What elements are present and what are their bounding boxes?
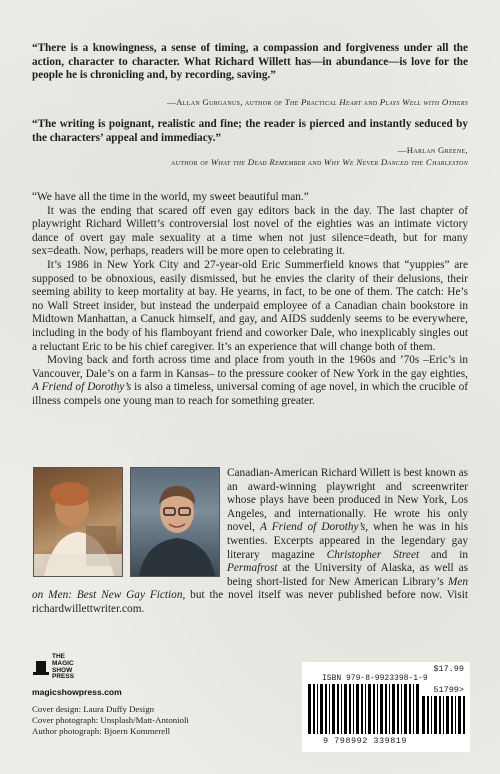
ean-barcode-icon [308,684,420,734]
publisher-logo: THE MAGIC SHOW PRESS [33,654,103,681]
barcode-bar [422,696,425,734]
description-paragraph-1: It was the ending that scared off even gay editors back in the day. The last chapter of playwright Richard Willett’s controversial lost novel of the eighties was an intimate victory dance of overt gay male sexuality at a time when not just silence=death, but for many sex=death. Now, perhaps, readers will be more open to celebrating it. [32,204,468,258]
barcode-bar [404,684,407,734]
blurb-attribution-1: —Allan Gurganus, author of The Practical Heart and Plays Well with Others [167,97,468,107]
barcode-bar [332,684,335,734]
addon-barcode-icon [422,696,466,734]
barcode-bar [389,684,390,734]
credit-cover-design: Cover design: Laura Duffy Design [32,704,154,714]
barcode-bar [409,684,411,734]
price-label: $17.99 [433,664,464,674]
barcode-number: 9 798992 339819 [322,736,407,746]
barcode-bar [401,684,402,734]
barcode-bar [439,696,441,734]
barcode-bar [313,684,315,734]
barcode-bar [349,684,351,734]
barcode-bar [443,696,444,734]
barcode-bar [416,684,419,734]
barcode-bar [451,696,453,734]
blurb-quote-2 [32,118,468,145]
barcode-bar [392,684,395,734]
blurb-quote-1 [32,42,468,83]
barcode-bar [361,684,363,734]
barcode-bar [380,684,383,734]
barcode-bar [463,696,465,734]
barcode-bar [413,684,414,734]
barcode-bar [320,684,323,734]
cover-credits [32,704,272,738]
barcode-bar [308,684,311,734]
description-opening-line: “We have all the time in the world, my sweet beautiful man.” [32,191,309,203]
barcode-bar [329,684,330,734]
blurb-quote-1-text: “There is a knowingness, a sense of timing, a compassion and forgiveness under all the action, character to character. What Richard Willett has—in abundance—is love for the people he is chronicling and, by recording, saving.” [32,42,468,82]
barcode-bar [337,684,339,734]
isbn-label: ISBN 979-8-9923398-1-9 [322,674,428,683]
barcode-bar [385,684,387,734]
blurb-attribution-2: —Harlan Greene, author of What the Dead Remember and Why We Never Danced the Charleston [171,145,468,167]
barcode-bar [397,684,399,734]
description-paragraph-2: It’s 1986 in New York City and 27-year-old Eric Summerfield knows that “yuppies” are supposed to be obnoxious, easily dismissed, but he envies the clarity of their delusions, their seeming ability to keep mortality at bay. He yearns, in fact, to be one of them. The catch: He’s no Wall Street insider, but instead the underpaid employee of a Canadian chain bookstore in Midtown Manhattan, a Canuck himself, and gay, and AIDS suddenly seems to be everywhere, including in the body of his flamboyant friend and coworker Dale, who inexplicably singles out a reluctant Eric to be his chief caregiver. It’s an experience that will change both of them. [32,258,468,353]
publisher-url[interactable]: magicshowpress.com [32,687,122,697]
credit-author-photo: Author photograph: Bjoern Kommerell [32,726,171,737]
barcode-block [302,662,470,752]
barcode-bar [458,696,461,734]
barcode-bar [356,684,359,734]
barcode-bar [353,684,354,734]
barcode-bar [431,696,432,734]
barcode-bar [365,684,366,734]
barcode-bar [317,684,318,734]
barcode-bar [446,696,449,734]
barcode-bar [427,696,429,734]
photo-spacer [32,467,227,577]
barcode-bar [325,684,327,734]
author-bio: Canadian-American Richard Willett is best known as an award-winning playwright and screenwriter whose plays have been produced in New York, Los Angeles, and internationally. He wrote his only novel, A Friend of Dorothy’s, when he was in his twenties. Excerpts appeared in the legendary gay literary magazine Christopher Street and in Permafrost at the University of Alaska, as well as being short-listed for New American Library’s Men on Men: Best New Gay Fiction, but the novel itself was never published before now. Visit richardwillettwriter.com. [32,467,469,615]
book-description [32,191,468,409]
barcode-bar [455,696,456,734]
barcode-bar [373,684,375,734]
magic-hat-icon [33,659,49,677]
barcode-bar [344,684,347,734]
blurb-quote-2-text: “The writing is poignant, realistic and fine; the reader is pierced and instantly seduced by the characters’ appeal and immediacy.” [32,118,468,144]
barcode-bar [368,684,371,734]
addon-label: 51799> [433,685,464,695]
barcode-bar [434,696,437,734]
barcode-bar [341,684,342,734]
description-paragraph-3: Moving back and forth across time and place from youth in the 1960s and ’70s –Eric’s in Vancouver, Dale’s on a farm in Kansas– to the pressure cooker of New York in the gay eighties, A Friend of Dorothy’s is also a timeless, universal coming of age novel, in which the crucible of illness compels one young man to reach for something greater. [32,354,468,407]
credit-cover-photo: Cover photograph: Unsplash/Matt-Antonioli [32,715,189,726]
barcode-bar [377,684,378,734]
